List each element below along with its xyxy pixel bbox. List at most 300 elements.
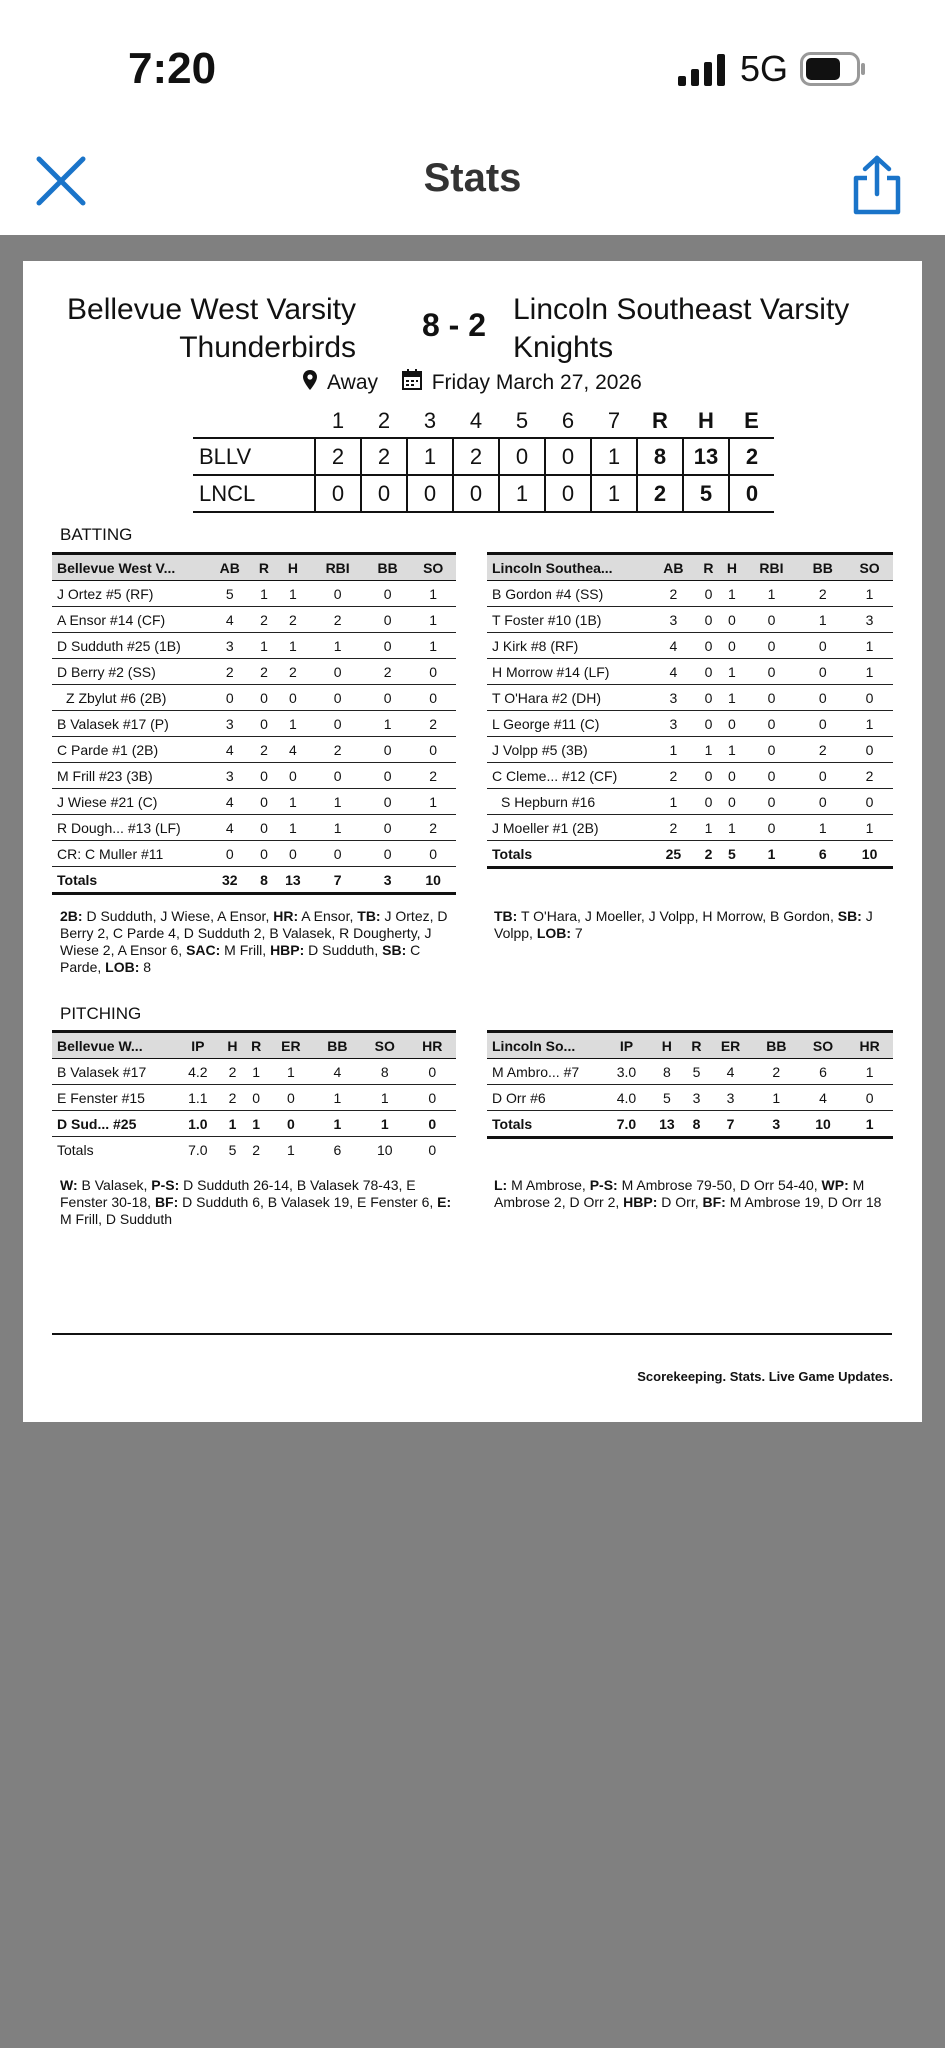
box-header-cell: BB	[314, 1032, 361, 1059]
box-player: D Sudduth #25 (1B)	[52, 633, 207, 659]
linescore-inning: 0	[315, 475, 361, 512]
box-stat: 4	[708, 1059, 753, 1085]
box-stat: 0	[275, 685, 310, 711]
signal-icon	[678, 54, 728, 86]
box-stat: 0	[365, 607, 411, 633]
box-player: M Frill #23 (3B)	[52, 763, 207, 789]
linescore-errors: 2	[729, 438, 774, 475]
box-header-cell: RBI	[744, 554, 800, 581]
note-key: SB:	[837, 908, 862, 924]
box-stat: 2	[253, 607, 276, 633]
box-header-cell: IP	[175, 1032, 221, 1059]
box-stat: 1	[846, 581, 893, 607]
note-value: D Sudduth 6, B Valasek 19, E Fenster 6,	[178, 1194, 438, 1210]
box-stat: 0	[697, 607, 720, 633]
box-stat: 2	[221, 1085, 245, 1111]
box-row	[487, 581, 893, 607]
box-stat: 1	[253, 581, 276, 607]
box-stat: 0	[410, 841, 456, 867]
box-header-row	[487, 554, 893, 581]
linescore-inning: 0	[545, 475, 591, 512]
note-key: HBP:	[270, 942, 305, 958]
box-stat: 2	[207, 659, 253, 685]
box-stat: 1	[310, 815, 364, 841]
box-row	[487, 1085, 893, 1111]
box-stat: 3.0	[604, 1059, 649, 1085]
linescore-inning: 1	[499, 475, 545, 512]
box-stat: 1	[650, 737, 697, 763]
box-stat: 0	[275, 841, 310, 867]
note-key: WP:	[821, 1177, 849, 1193]
box-stat: 0	[744, 763, 800, 789]
box-stat: 0	[697, 659, 720, 685]
box-stat: 0	[799, 711, 846, 737]
box-stat: 2	[221, 1059, 245, 1085]
box-stat: 4	[650, 659, 697, 685]
box-stat: 1	[846, 815, 893, 841]
linescore-inning: 1	[591, 475, 637, 512]
home-team-name: Bellevue West Varsity	[67, 293, 356, 326]
status-time: 7:20	[128, 44, 217, 93]
note-value: D Orr,	[657, 1194, 703, 1210]
box-stat: 3	[685, 1085, 708, 1111]
box-row	[52, 789, 456, 815]
box-row	[487, 685, 893, 711]
note-value: C Parde,	[60, 942, 421, 975]
box-stat: 4.0	[604, 1085, 649, 1111]
box-header-cell: RBI	[310, 554, 364, 581]
box-stat: 8	[649, 1059, 685, 1085]
box-stat: 0	[244, 1085, 268, 1111]
box-total: 3	[753, 1111, 800, 1138]
box-total: 8	[253, 867, 276, 894]
footer-tagline: Scorekeeping. Stats. Live Game Updates.	[637, 1369, 893, 1384]
box-stat: 4	[650, 633, 697, 659]
box-total: 7	[310, 867, 364, 894]
box-stat: 1	[410, 789, 456, 815]
box-header-cell: HR	[846, 1032, 893, 1059]
box-row	[52, 737, 456, 763]
box-stat: 1	[697, 737, 720, 763]
box-player: R Dough... #13 (LF)	[52, 815, 207, 841]
box-header-cell: SO	[410, 554, 456, 581]
box-stat: 3	[708, 1085, 753, 1111]
box-stat: 0	[744, 633, 800, 659]
box-stat: 4	[207, 815, 253, 841]
linescore-inning: 0	[545, 438, 591, 475]
box-header-cell: SO	[846, 554, 893, 581]
batting-notes-away	[494, 908, 894, 942]
box-stat: 1	[314, 1111, 361, 1137]
box-header-cell: SO	[800, 1032, 847, 1059]
box-player: J Moeller #1 (2B)	[487, 815, 650, 841]
linescore-header	[193, 405, 774, 438]
box-stat: 0	[744, 685, 800, 711]
batting-table-away	[487, 552, 893, 869]
box-stat: 0	[365, 841, 411, 867]
box-header-cell: R	[697, 554, 720, 581]
box-row	[487, 633, 893, 659]
box-stat: 0	[697, 581, 720, 607]
box-stat: 0	[253, 685, 276, 711]
box-stat: 0	[799, 659, 846, 685]
box-stat: 0	[310, 659, 364, 685]
box-stat: 2	[799, 737, 846, 763]
box-stat: 1	[244, 1111, 268, 1137]
box-player: L George #11 (C)	[487, 711, 650, 737]
box-stat: 2	[275, 607, 310, 633]
box-stat: 3	[846, 607, 893, 633]
note-value: M Ambrose 2, D Orr 2,	[494, 1177, 865, 1210]
box-total: 2	[252, 1141, 261, 1158]
box-total: 7.0	[188, 1141, 208, 1158]
box-stat: 1	[275, 581, 310, 607]
box-stat: 0	[697, 763, 720, 789]
share-icon[interactable]	[848, 154, 906, 216]
box-stat: 1	[410, 607, 456, 633]
box-stat: 4	[314, 1059, 361, 1085]
home-team-block	[67, 291, 356, 367]
box-row	[487, 815, 893, 841]
box-header-cell: AB	[207, 554, 253, 581]
stats-report	[23, 261, 922, 1422]
box-stat: 1	[799, 607, 846, 633]
game-location: Away	[327, 370, 379, 394]
linescore-runs: 2	[637, 475, 683, 512]
box-stat: 0	[799, 685, 846, 711]
note-value: M Ambrose,	[507, 1177, 590, 1193]
linescore-header-cell: 2	[377, 408, 391, 433]
box-player: T O'Hara #2 (DH)	[487, 685, 650, 711]
box-stat: 1	[720, 815, 743, 841]
box-stat: 3	[650, 711, 697, 737]
box-player: B Valasek #17 (P)	[52, 711, 207, 737]
note-value: M Frill,	[220, 942, 271, 958]
box-player: D Sud... #25	[52, 1111, 175, 1137]
box-row	[52, 581, 456, 607]
box-stat: 2	[410, 815, 456, 841]
box-stat: 1	[697, 815, 720, 841]
box-stat: 1	[275, 789, 310, 815]
note-key: W:	[60, 1177, 78, 1193]
box-stat: 1	[253, 633, 276, 659]
box-total: 32	[207, 867, 253, 894]
box-stat: 1	[310, 633, 364, 659]
pitching-table-home	[52, 1030, 456, 1162]
linescore-header-cell: 6	[561, 408, 575, 433]
box-stat: 0	[207, 841, 253, 867]
linescore-header-cell: H	[698, 408, 714, 433]
box-totals-label: Totals	[52, 867, 207, 894]
box-header-cell: IP	[604, 1032, 649, 1059]
note-key: HBP:	[623, 1194, 658, 1210]
box-row	[487, 659, 893, 685]
box-stat: 1	[310, 789, 364, 815]
box-stat: 0	[310, 685, 364, 711]
note-key: P-S:	[151, 1177, 180, 1193]
box-player: B Gordon #4 (SS)	[487, 581, 650, 607]
note-value: D Sudduth,	[304, 942, 383, 958]
box-header-team: Lincoln So...	[487, 1032, 604, 1059]
box-stat: 0	[253, 711, 276, 737]
box-header-cell: H	[649, 1032, 685, 1059]
box-stat: 1	[650, 789, 697, 815]
box-total: 13	[649, 1111, 685, 1138]
linescore-hits: 5	[683, 475, 729, 512]
box-stat: 2	[310, 737, 364, 763]
box-stat: 4	[207, 607, 253, 633]
note-value: T O'Hara, J Moeller, J Volpp, H Morrow, B Gordon,	[517, 908, 838, 924]
box-header-cell: ER	[708, 1032, 753, 1059]
box-stat: 3	[650, 607, 697, 633]
box-total: 10	[800, 1111, 847, 1138]
linescore-header-cell: 7	[607, 408, 621, 433]
box-stat: 0	[268, 1111, 314, 1137]
box-header-team: Bellevue West V...	[52, 554, 207, 581]
note-value: M Frill, D Sudduth	[60, 1211, 173, 1227]
note-key: TB:	[494, 908, 518, 924]
linescore-team: LNCL	[199, 480, 256, 506]
box-row	[487, 711, 893, 737]
box-player: S Hepburn #16	[487, 789, 650, 815]
box-header-cell: AB	[650, 554, 697, 581]
linescore-header-cell: E	[744, 408, 759, 433]
note-key: LOB:	[536, 925, 572, 941]
box-stat: 0	[846, 1085, 893, 1111]
note-key: L:	[494, 1177, 508, 1193]
box-row	[52, 1085, 456, 1111]
box-player: J Volpp #5 (3B)	[487, 737, 650, 763]
box-stat: 2	[275, 659, 310, 685]
box-stat: 0	[697, 633, 720, 659]
linescore-inning: 0	[407, 475, 453, 512]
box-player: H Morrow #14 (LF)	[487, 659, 650, 685]
box-header-team: Lincoln Southea...	[487, 554, 650, 581]
box-row	[52, 841, 456, 867]
linescore-row	[193, 438, 774, 475]
box-header-row	[52, 554, 456, 581]
box-total: 10	[377, 1141, 393, 1158]
box-header-cell: H	[275, 554, 310, 581]
box-stat: 1	[720, 659, 743, 685]
box-stat: 1	[314, 1085, 361, 1111]
box-stat: 0	[410, 685, 456, 711]
box-total: 3	[365, 867, 411, 894]
box-header-team: Bellevue W...	[52, 1032, 175, 1059]
box-player: D Berry #2 (SS)	[52, 659, 207, 685]
box-stat: 1	[753, 1085, 800, 1111]
box-stat: 0	[410, 737, 456, 763]
box-total: 5	[228, 1141, 237, 1158]
box-stat: 0	[799, 789, 846, 815]
box-stat: 2	[753, 1059, 800, 1085]
divider	[52, 1333, 892, 1335]
box-player: T Foster #10 (1B)	[487, 607, 650, 633]
box-stat: 0	[365, 763, 411, 789]
box-stat: 2	[253, 659, 276, 685]
box-stat: 3	[650, 685, 697, 711]
linescore-inning: 1	[591, 438, 637, 475]
box-total: 2	[697, 841, 720, 868]
linescore-inning: 0	[453, 475, 499, 512]
box-stat: 3	[207, 711, 253, 737]
box-stat: 5	[649, 1085, 685, 1111]
box-stat: 2	[410, 763, 456, 789]
linescore-row	[193, 475, 774, 512]
box-stat: 0	[720, 763, 743, 789]
box-stat: 0	[409, 1111, 457, 1137]
note-key: LOB:	[105, 959, 140, 975]
note-value: J Volpp,	[494, 908, 873, 941]
box-stat: 0	[253, 763, 276, 789]
box-stat: 1	[846, 659, 893, 685]
box-stat: 0	[720, 607, 743, 633]
game-meta	[23, 369, 922, 396]
batting-table-home	[52, 552, 456, 895]
note-value: D Sudduth, J Wiese, A Ensor,	[82, 908, 274, 924]
box-player: J Kirk #8 (RF)	[487, 633, 650, 659]
box-stat: 0	[253, 841, 276, 867]
box-header-row	[52, 1032, 456, 1059]
note-key: P-S:	[589, 1177, 618, 1193]
box-stat: 2	[650, 581, 697, 607]
note-value: B Valasek,	[77, 1177, 152, 1193]
box-player: D Orr #6	[487, 1085, 604, 1111]
box-row	[52, 659, 456, 685]
linescore-header-cell: 3	[423, 408, 437, 433]
box-stat: 1	[365, 711, 411, 737]
box-stat: 1.0	[175, 1111, 221, 1137]
box-total: 13	[275, 867, 310, 894]
box-row	[487, 1059, 893, 1085]
box-stat: 2	[799, 581, 846, 607]
box-stat: 1	[268, 1059, 314, 1085]
box-total: 10	[846, 841, 893, 868]
box-row	[52, 685, 456, 711]
note-value: M Ambrose 19, D Orr 18	[725, 1194, 882, 1210]
box-stat: 1	[846, 711, 893, 737]
note-key: SAC:	[186, 942, 221, 958]
box-stat: 0	[310, 841, 364, 867]
box-player: CR: C Muller #11	[52, 841, 207, 867]
box-stat: 3	[207, 763, 253, 789]
box-stat: 2	[846, 763, 893, 789]
box-header-cell: BB	[799, 554, 846, 581]
box-player: C Parde #1 (2B)	[52, 737, 207, 763]
away-team-name: Lincoln Southeast Varsity	[513, 293, 850, 326]
linescore-errors: 0	[729, 475, 774, 512]
box-totals-label: Totals	[57, 1141, 94, 1158]
box-header-cell: BB	[365, 554, 411, 581]
box-player: J Ortez #5 (RF)	[52, 581, 207, 607]
box-stat: 3	[207, 633, 253, 659]
box-player: B Valasek #17	[52, 1059, 175, 1085]
linescore-header-cell: 1	[331, 408, 345, 433]
box-player: A Ensor #14 (CF)	[52, 607, 207, 633]
box-player: J Wiese #21 (C)	[52, 789, 207, 815]
linescore-table	[193, 405, 774, 513]
box-total: 7.0	[604, 1111, 649, 1138]
box-row	[52, 815, 456, 841]
box-header-cell: R	[253, 554, 276, 581]
box-stat: 1	[361, 1111, 408, 1137]
box-stat: 0	[744, 789, 800, 815]
box-stat: 0	[720, 633, 743, 659]
note-value: J Ortez, D Berry 2, C Parde 4, D Sudduth 2, B Valasek, R Dougherty, J Wiese 2, A Ensor 6,	[60, 908, 448, 958]
note-key: HR:	[273, 908, 299, 924]
box-stat: 0	[365, 737, 411, 763]
box-stat: 0	[409, 1059, 457, 1085]
linescore-inning: 2	[315, 438, 361, 475]
box-stat: 1	[275, 711, 310, 737]
box-header-cell: BB	[753, 1032, 800, 1059]
note-key: SB:	[382, 942, 407, 958]
box-total: 6	[799, 841, 846, 868]
box-row	[52, 711, 456, 737]
box-stat: 0	[846, 737, 893, 763]
box-stat: 2	[365, 659, 411, 685]
box-stat: 4	[207, 737, 253, 763]
page-title: Stats	[423, 156, 522, 200]
box-total: 5	[720, 841, 743, 868]
box-stat: 0	[253, 789, 276, 815]
box-stat: 0	[253, 815, 276, 841]
box-stat: 2	[253, 737, 276, 763]
box-total: 0	[428, 1141, 437, 1158]
linescore-header-cell: 4	[469, 408, 483, 433]
box-total: 25	[650, 841, 697, 868]
linescore-header-team	[193, 405, 315, 438]
box-row	[52, 1059, 456, 1085]
box-row	[487, 607, 893, 633]
box-stat: 4	[800, 1085, 847, 1111]
game-date: Friday March 27, 2026	[431, 370, 642, 394]
box-row	[487, 737, 893, 763]
box-stat: 1	[799, 815, 846, 841]
box-stat: 0	[310, 763, 364, 789]
box-total: 6	[333, 1141, 342, 1158]
box-row	[52, 763, 456, 789]
note-value: D Sudduth 26-14, B Valasek 78-43, E Fenster 30-18,	[60, 1177, 416, 1210]
box-player: C Cleme... #12 (CF)	[487, 763, 650, 789]
linescore-inning: 2	[361, 438, 407, 475]
box-totals-label: Totals	[487, 841, 650, 868]
box-stat: 0	[744, 607, 800, 633]
pitching-heading: PITCHING	[60, 1004, 142, 1023]
box-header-row	[487, 1032, 893, 1059]
box-header-cell: ER	[268, 1032, 314, 1059]
note-key: TB:	[357, 908, 381, 924]
box-stat: 1	[846, 1059, 893, 1085]
box-stat: 2	[650, 763, 697, 789]
pitching-notes-away	[494, 1177, 894, 1211]
box-stat: 4.2	[175, 1059, 221, 1085]
linescore-hits: 13	[683, 438, 729, 475]
box-stat: 5	[207, 581, 253, 607]
box-header-cell: SO	[361, 1032, 408, 1059]
box-stat: 0	[410, 659, 456, 685]
batting-heading: BATTING	[60, 525, 133, 544]
box-stat: 2	[310, 607, 364, 633]
box-total: 10	[410, 867, 456, 894]
box-stat: 0	[720, 711, 743, 737]
linescore-inning: 1	[407, 438, 453, 475]
pitching-table-away	[487, 1030, 893, 1139]
box-stat: 0	[846, 789, 893, 815]
box-stat: 0	[268, 1085, 314, 1111]
note-key: E:	[437, 1194, 452, 1210]
note-value: M Ambrose 79-50, D Orr 54-40,	[617, 1177, 822, 1193]
